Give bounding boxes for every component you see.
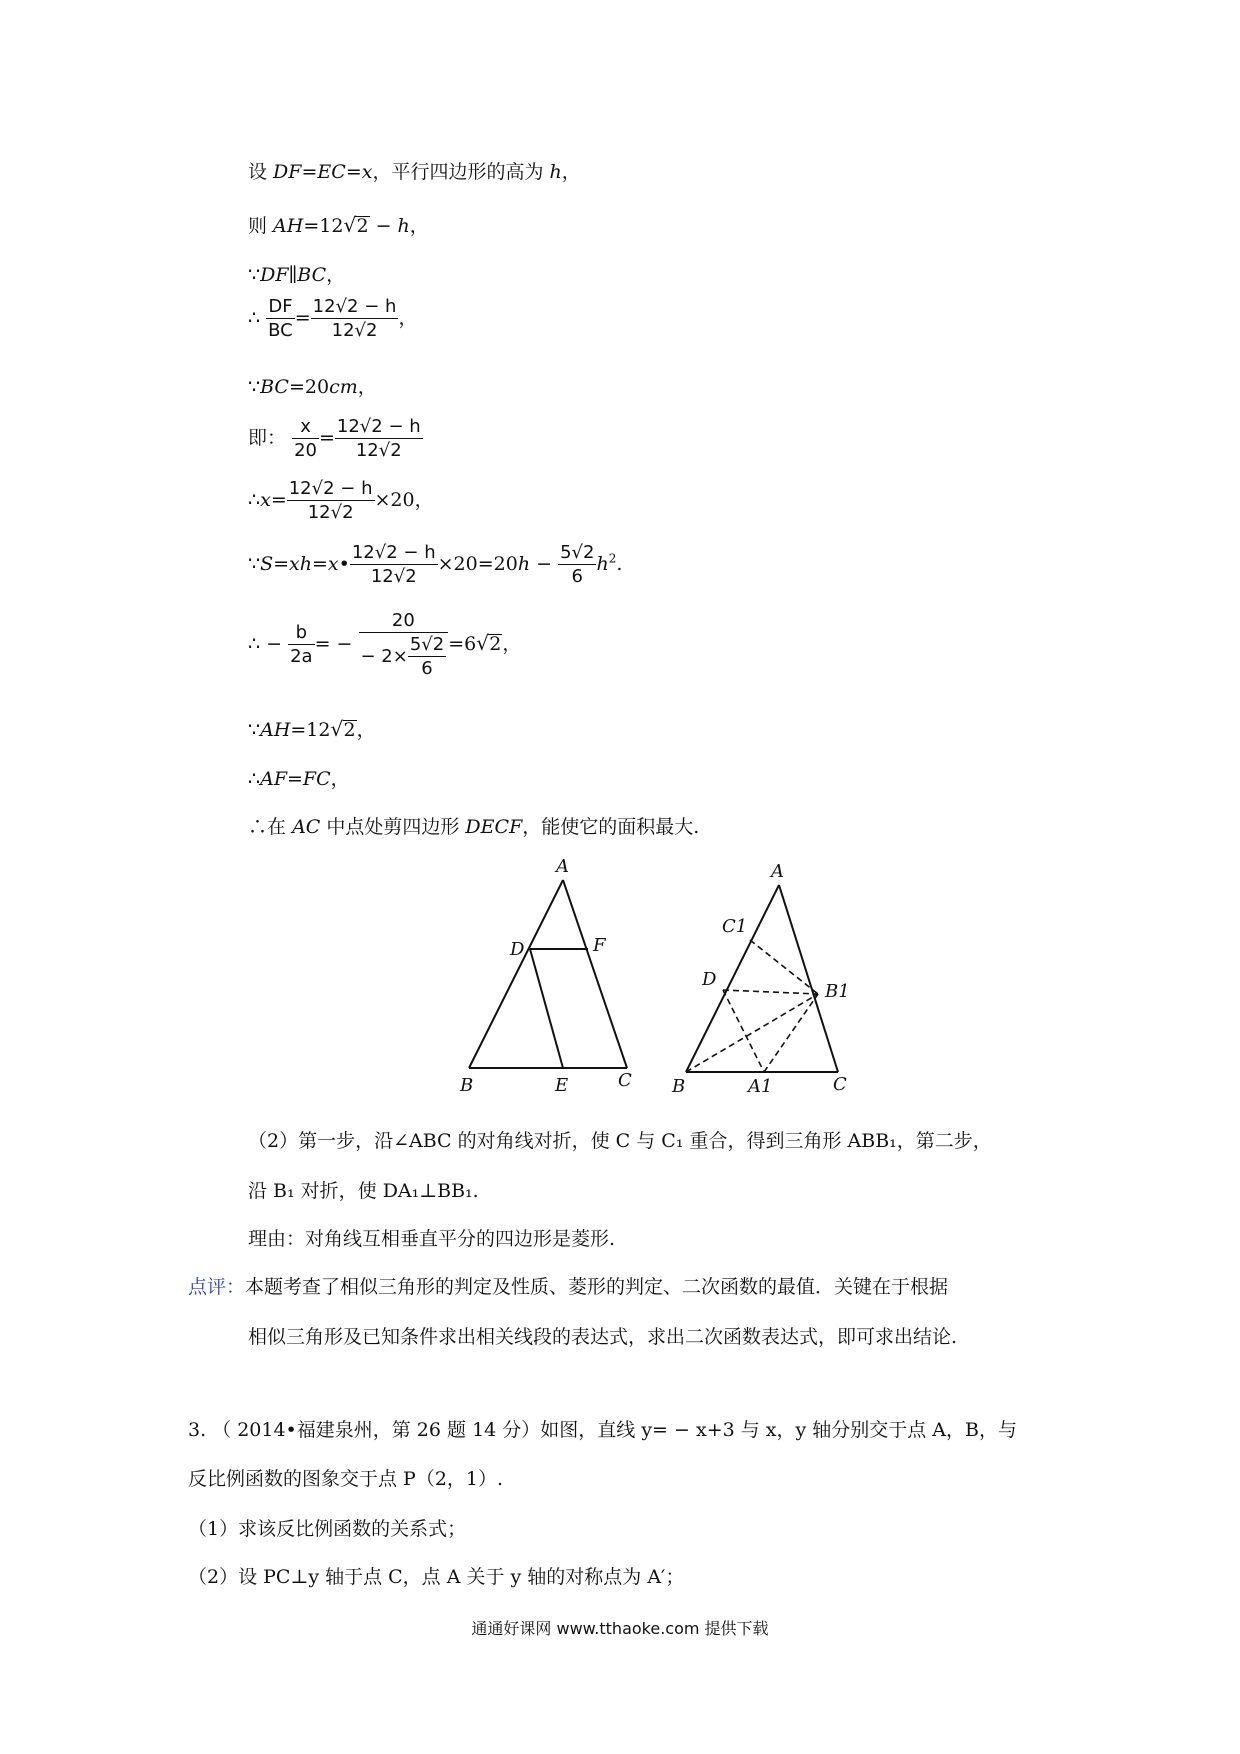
label-right-b1: B1 [825,981,850,1002]
label-left-b: B [460,1075,474,1096]
right-side-ac [779,885,838,1072]
left-side-ab [469,880,563,1068]
comment-line-2: 相似三角形及已知条件求出相关线段的表达式，求出二次函数表达式，即可求出结论. [248,1326,958,1348]
solution-line-2: 则 AH=12√ 2 − h， [248,216,429,236]
solution-line-9: ∴ − $\frac{b}{2a}$ = − 20 − 2× $\frac{5√2}{6}$ =6√ 2， [248,612,521,678]
comment-label: 点评： [188,1276,246,1298]
problem3-line-4: （2）设 PC⊥y 轴于点 C，点 A 关于 y 轴的对称点为 A′； [188,1566,685,1588]
part2-line-1: （2）第一步，沿∠ABC 的对角线对折，使 C 与 C₁ 重合，得到三角形 ABB₁，第二步， [248,1130,992,1152]
problem3-line-2: 反比例函数的图象交于点 P（2，1）. [188,1468,504,1490]
figure-right-dashed [686,940,818,1072]
label-left-f: F [593,935,606,956]
comment-line-1: 点评：本题考查了相似三角形的判定及性质、菱形的判定、二次函数的最值．关键在于根据 [188,1276,949,1298]
solution-line-7: ∴x= $\frac{12√2 - h}{12√2}$ ×20， [248,478,434,523]
label-left-c: C [618,1070,632,1091]
part2-line-2: 沿 B₁ 对折，使 DA₁⊥BB₁. [248,1180,479,1202]
figure-left [469,880,627,1068]
solution-line-5: ∵BC=20cm， [248,376,377,398]
solution-line-6: 即： $\frac{x}{20}$ = $\frac{12√2 - h}{12√2}$ [248,416,421,461]
label-right-a: A [771,861,784,882]
part2-line-3: 理由：对角线互相垂直平分的四边形是菱形. [248,1228,616,1250]
label-right-c1: C1 [722,916,748,937]
solution-line-8: ∵S=xh=x• $\frac{12√2 - h}{12√2}$ ×20=20h − $\frac{5√2}{6}$ $h^2$. [248,542,623,587]
solution-line-11: ∴AF=FC， [248,768,350,790]
problem3-line-3: （1）求该反比例函数的关系式； [188,1518,467,1540]
solution-line-4: ∴ $\frac{DF}{BC}$ = $\frac{12√2 - h}{12√2}$ ， [248,296,418,341]
solution-line-12: ∴在 AC 中点处剪四边形 DECF，能使它的面积最大. [248,816,700,838]
segment-de [530,949,563,1068]
page-footer: 通通好课网 www.tthaoke.com 提供下载 [471,1619,769,1638]
left-side-ac [563,880,627,1068]
label-left-a: A [556,856,569,877]
label-right-a1: A1 [748,1076,773,1097]
label-right-d: D [702,969,717,990]
solution-line-1: 设 DF=EC=x，平行四边形的高为 h， [248,161,581,183]
label-left-e: E [555,1075,569,1096]
label-left-d: D [510,939,525,960]
problem3-line-1: 3. （ 2014•福建泉州，第 26 题 14 分）如图，直线 y= − x+3 与 x，y 轴分别交于点 A，B，与 [188,1419,1017,1441]
label-right-b: B [672,1076,686,1097]
label-right-c: C [833,1074,847,1095]
solution-line-10: ∵AH=12√ 2， [248,720,376,740]
solution-line-3: ∵DF∥BC， [248,264,346,286]
